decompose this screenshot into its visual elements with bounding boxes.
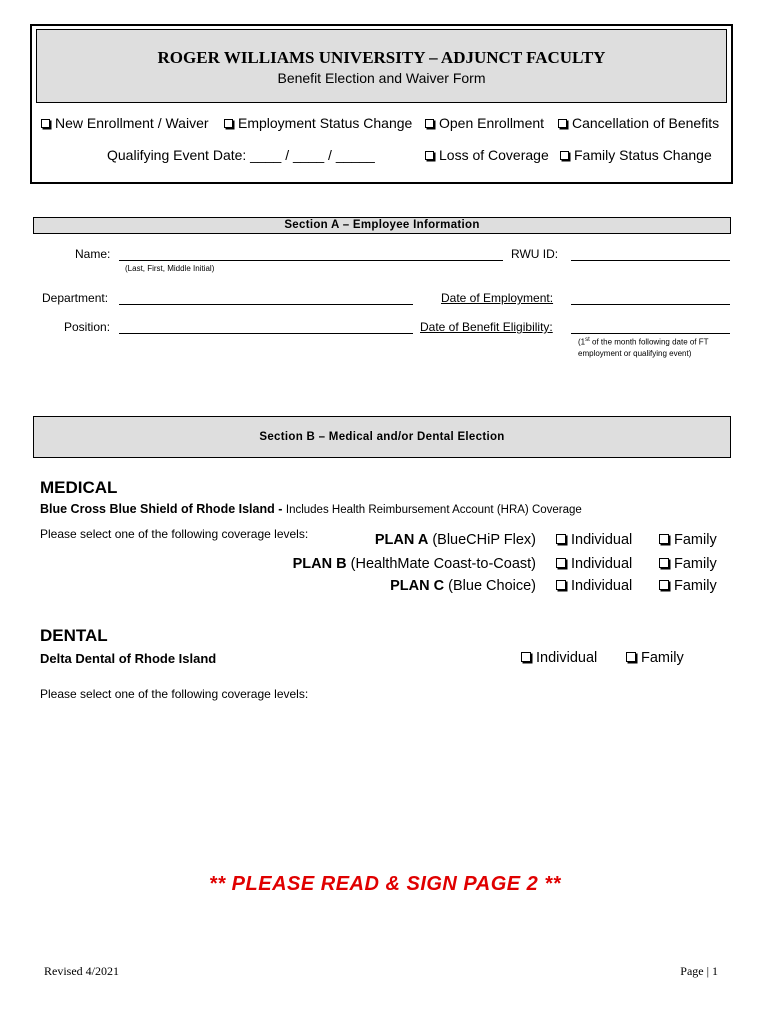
plan-a-individual[interactable]: Individual	[556, 532, 632, 548]
plan-a-label: PLAN A (BlueCHiP Flex)	[374, 532, 536, 548]
checkbox[interactable]	[556, 580, 566, 590]
checkbox[interactable]	[425, 151, 434, 160]
date-of-employment-field[interactable]	[571, 304, 730, 305]
eligibility-note: (1st of the month following date of FT employment or qualifying event)	[578, 337, 709, 358]
section-b-header: Section B – Medical and/or Dental Election	[33, 416, 731, 458]
plan-c-individual[interactable]: Individual	[556, 578, 632, 594]
date-of-employment-label: Date of Employment:	[441, 291, 554, 305]
form-subtitle: Benefit Election and Waiver Form	[277, 70, 486, 86]
sign-page-2-notice: ** PLEASE READ & SIGN PAGE 2 **	[209, 873, 561, 895]
checkbox[interactable]	[224, 119, 233, 128]
position-label: Position:	[64, 320, 111, 334]
checkbox[interactable]	[558, 119, 567, 128]
rwu-id-field[interactable]	[571, 260, 730, 261]
position-field[interactable]	[119, 333, 413, 334]
medical-instruction: Please select one of the following coverage levels:	[40, 527, 309, 541]
checkbox[interactable]	[659, 534, 669, 544]
page-number: Page | 1	[680, 964, 718, 978]
medical-provider: Blue Cross Blue Shield of Rhode Island - Includes Health Reimbursement Account (HRA) Coverage	[40, 502, 582, 516]
name-label: Name:	[75, 247, 111, 261]
option-family-status-change[interactable]: Family Status Change	[560, 147, 712, 163]
checkbox[interactable]	[41, 119, 50, 128]
plan-b-label: PLAN B (HealthMate Coast-to-Coast)	[292, 556, 536, 572]
date-of-benefit-eligibility-field[interactable]	[571, 333, 730, 334]
dental-family[interactable]: Family	[626, 650, 684, 666]
checkbox[interactable]	[521, 652, 531, 662]
department-field[interactable]	[119, 304, 413, 305]
option-cancellation-of-benefits[interactable]: Cancellation of Benefits	[558, 115, 719, 131]
dental-provider: Delta Dental of Rhode Island	[40, 651, 217, 666]
department-label: Department:	[42, 291, 109, 305]
option-new-enrollment[interactable]: New Enrollment / Waiver	[41, 115, 209, 131]
plan-b-family[interactable]: Family	[659, 556, 717, 572]
rwu-id-label: RWU ID:	[511, 247, 559, 261]
option-open-enrollment[interactable]: Open Enrollment	[425, 115, 544, 131]
checkbox[interactable]	[659, 558, 669, 568]
dental-heading: DENTAL	[40, 626, 108, 645]
checkbox[interactable]	[626, 652, 636, 662]
checkbox[interactable]	[425, 119, 434, 128]
revised-date: Revised 4/2021	[44, 964, 119, 978]
form-title: ROGER WILLIAMS UNIVERSITY – ADJUNCT FACULTY	[157, 48, 606, 67]
checkbox[interactable]	[556, 558, 566, 568]
dental-individual[interactable]: Individual	[521, 650, 597, 666]
plan-b-individual[interactable]: Individual	[556, 556, 632, 572]
option-employment-status-change[interactable]: Employment Status Change	[224, 115, 412, 131]
plan-c-family[interactable]: Family	[659, 578, 717, 594]
checkbox[interactable]	[659, 580, 669, 590]
section-a-header: Section A – Employee Information	[33, 217, 731, 234]
option-loss-of-coverage[interactable]: Loss of Coverage	[425, 147, 549, 163]
date-of-benefit-eligibility-label: Date of Benefit Eligibility:	[420, 320, 553, 334]
checkbox[interactable]	[560, 151, 569, 160]
plan-a-family[interactable]: Family	[659, 532, 717, 548]
name-field[interactable]	[119, 260, 503, 261]
qualifying-event-date[interactable]: Qualifying Event Date: ____ / ____ / _____	[107, 147, 375, 163]
dental-instruction: Please select one of the following coverage levels:	[40, 687, 309, 701]
medical-heading: MEDICAL	[40, 478, 118, 497]
checkbox[interactable]	[556, 534, 566, 544]
plan-c-label: PLAN C (Blue Choice)	[390, 578, 536, 594]
name-note: (Last, First, Middle Initial)	[125, 264, 215, 273]
